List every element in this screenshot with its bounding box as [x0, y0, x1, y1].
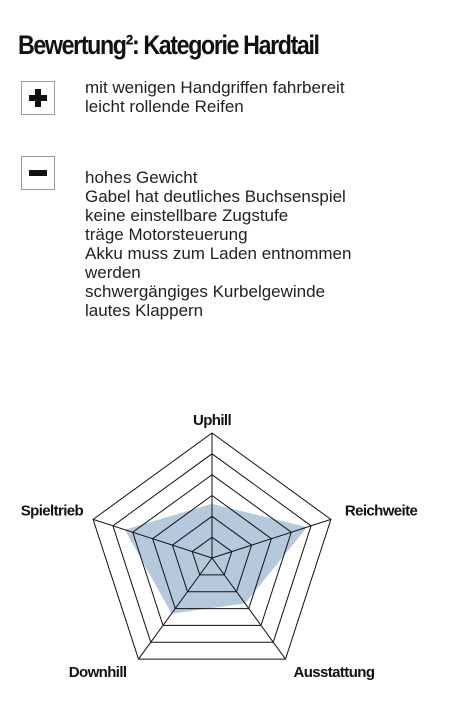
cons-item: Gabel hat deutliches Buchsenspiel — [85, 187, 346, 206]
cons-item: keine einstellbare Zugstufe — [85, 206, 289, 225]
pros-item: leicht rollende Reifen — [85, 97, 244, 116]
plus-icon — [22, 82, 54, 114]
cons-icon-box — [21, 156, 55, 190]
cons-item: Akku muss zum Laden entnommen — [85, 244, 352, 263]
pros-list — [85, 78, 345, 116]
cons-item: schwergängiges Kurbelgewinde — [85, 282, 326, 301]
minus-icon — [22, 157, 54, 189]
radar-axis-label-ausstattung: Ausstattung — [293, 664, 375, 682]
cons-item: hohes Gewicht — [85, 168, 198, 187]
pros-item: mit wenigen Handgriffen fahrbereit — [85, 78, 345, 97]
cons-item: träge Motorsteuerung — [85, 225, 248, 244]
radar-axis-label-downhill: Downhill — [68, 664, 127, 682]
page-title: Bewertung²: Kategorie Hardtail — [18, 30, 319, 60]
cons-item: lautes Klappern — [85, 301, 204, 320]
radar-axis-label-reichweite: Reichweite — [344, 502, 418, 520]
radar-axis-label-spieltrieb: Spieltrieb — [20, 502, 84, 520]
radar-axis-label-uphill: Uphill — [192, 412, 232, 429]
cons-list — [85, 168, 351, 320]
pros-icon-box — [21, 81, 55, 115]
radar-chart — [0, 400, 449, 700]
cons-item: werden — [85, 263, 141, 282]
radar-series-area — [125, 504, 307, 614]
